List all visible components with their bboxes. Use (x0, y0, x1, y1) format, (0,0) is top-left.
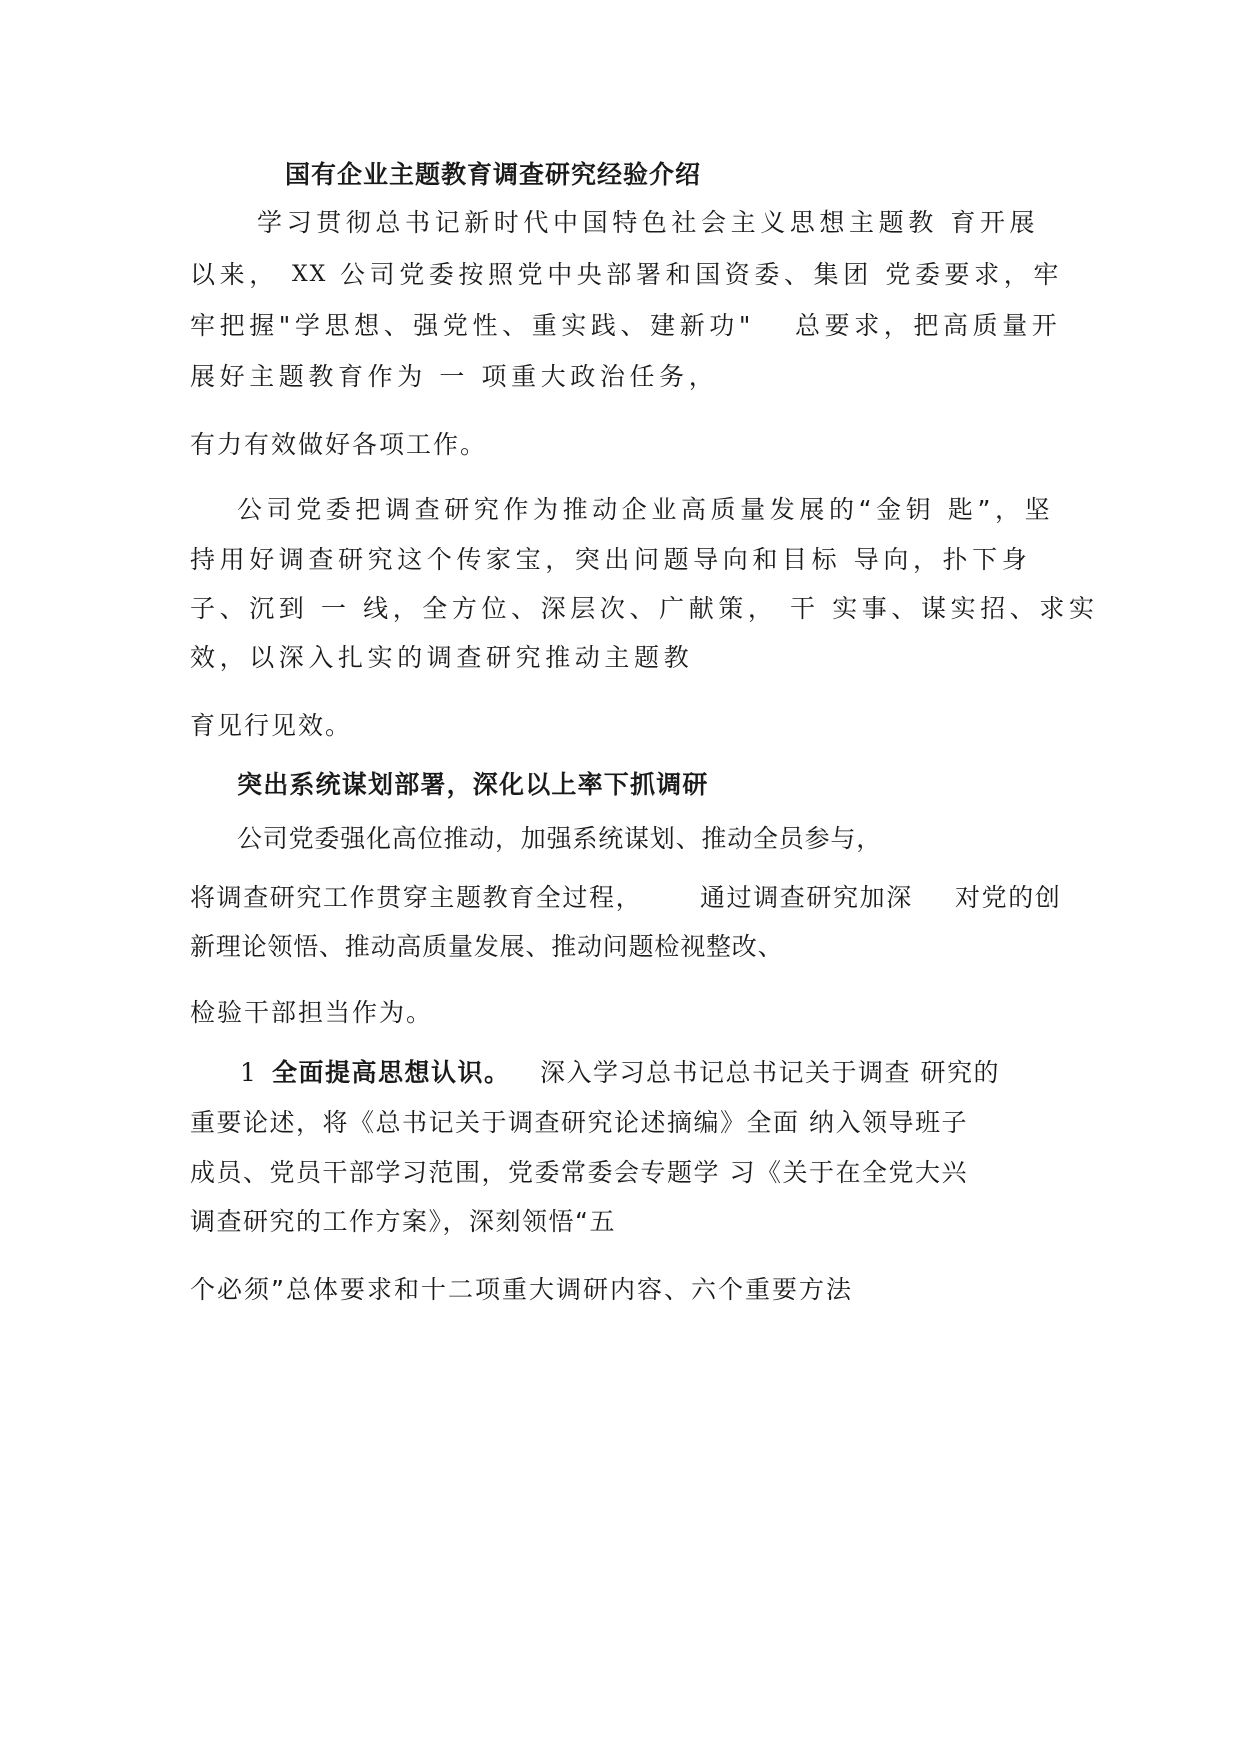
company-placeholder: XX (292, 262, 328, 287)
paragraph-3-line-4: 检验干部担当作为。 (190, 998, 434, 1027)
paragraph-3-line-1: 公司党委强化高位推动，加强系统谋划、推动全员参与， (237, 824, 883, 853)
paragraph-1-line-1: 学习贯彻总书记新时代中国特色社会主义思想主题教 育开展 (257, 208, 1040, 237)
paragraph-4-line-1: 深入学习总书记总书记关于调查 研究的 (540, 1058, 1000, 1087)
paragraph-4-line-5: 个必须”总体要求和十二项重大调研内容、六个重要方法 (190, 1275, 853, 1304)
paragraph-3-line-2b: 通过调查研究加深 (700, 883, 913, 912)
section-heading-1: 突出系统谋划部署，深化以上率下抓调研 (237, 770, 709, 799)
paragraph-2-line-4: 效，以深入扎实的调查研究推动主题教 (190, 643, 694, 672)
paragraph-1-line-2b: 公司党委按照党中央部署和国资委、集团 党委要求，牢 (340, 260, 1063, 289)
paragraph-4-line-2: 重要论述，将《总书记关于调查研究论述摘编》全面 纳入领导班子 (190, 1108, 968, 1137)
paragraph-3-line-3: 新理论领悟、推动高质量发展、推动问题检视整改、 (190, 932, 784, 961)
paragraph-3-line-2a: 将调查研究工作贯穿主题教育全过程， (190, 883, 643, 912)
document-title: 国有企业主题教育调查研究经验介绍 (285, 160, 702, 189)
paragraph-1-line-3a: 牢把握"学思想、强党性、重实践、建新功" (190, 311, 755, 340)
item-number: 1 (240, 1058, 256, 1087)
paragraph-1-line-2a: 以来， (190, 260, 279, 289)
paragraph-2-line-2: 持用好调查研究这个传家宝，突出问题导向和目标 导向，扑下身 (190, 545, 1032, 574)
paragraph-4-line-3: 成员、党员干部学习范围，党委常委会专题学 习《关于在全党大兴 (190, 1158, 968, 1187)
paragraph-1-line-5: 有力有效做好各项工作。 (190, 430, 488, 459)
paragraph-2-line-3: 子、沉到 一 线，全方位、深层次、广献策， 干 实事、谋实招、求实 (190, 594, 1099, 623)
paragraph-2-line-5: 育见行见效。 (190, 711, 353, 740)
paragraph-1-line-3b: 总要求，把高质量开 (795, 311, 1062, 340)
paragraph-1-line-4: 展好主题教育作为 一 项重大政治任务， (190, 362, 719, 391)
paragraph-4-line-4: 调查研究的工作方案》，深刻领悟“五 (190, 1207, 616, 1236)
item-heading: 全面提高思想认识。 (272, 1058, 511, 1087)
paragraph-3-line-2c: 对党的创 (955, 883, 1062, 912)
paragraph-2-line-1: 公司党委把调查研究作为推动企业高质量发展的“金钥 匙”，坚 (237, 495, 1055, 524)
